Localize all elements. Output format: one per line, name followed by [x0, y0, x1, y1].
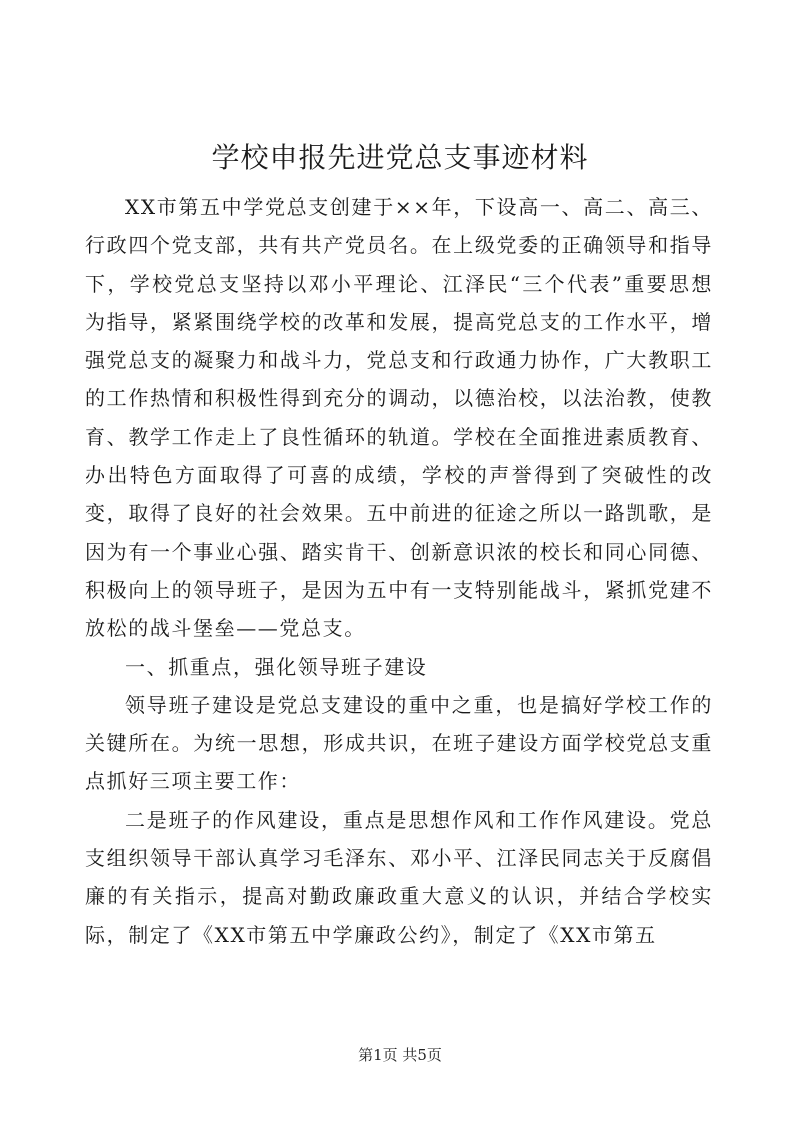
paragraph-intro: XX市第五中学党总支创建于××年，下设高一、高二、高三、行政四个党支部，共有共产党员名。在上级党委的正确领导和指导下，学校党总支坚持以邓小平理论、江泽民“三个代表”重要思想为指导，紧紧围绕学校的改革和发展，提高党总支的工作水平，增强党总支的凝聚力和战斗力，党总支和行政通力协作，广大教职工的工作热情和积极性得到充分的调动，以德治校，以法治教，使教育、教学工作走上了良性循环的轨道。学校在全面推进素质教育、办出特色方面取得了可喜的成绩，学校的声誉得到了突破性的改变，取得了良好的社会效果。五中前进的征途之所以一路凯歌，是因为有一个事业心强、踏实肯干、创新意识浓的校长和同心同德、积极向上的领导班子，是因为五中有一支特别能战斗，紧抓党建不放松的战斗堡垒——党总支。	[85, 195, 713, 641]
document-title: 学校申报先进党总支事迹材料	[211, 141, 589, 174]
section-heading-1: 一、抓重点，强化领导班子建设	[125, 654, 428, 679]
paragraph-leadership: 领导班子建设是党总支建设的重中之重，也是搞好学校工作的关键所在。为统一思想，形成共识，在班子建设方面学校党总支重点抓好三项主要工作：	[85, 692, 713, 794]
paragraph-style-building: 二是班子的作风建设，重点是思想作风和工作作风建设。党总支组织领导干部认真学习毛泽东、邓小平、江泽民同志关于反腐倡廉的有关指示，提高对勤政廉政重大意义的认识，并结合学校实际，制定了《XX市第五中学廉政公约》，制定了《XX市第五	[85, 807, 713, 947]
document-body	[85, 188, 713, 954]
page-footer: 第1页 共5页	[358, 1046, 442, 1064]
